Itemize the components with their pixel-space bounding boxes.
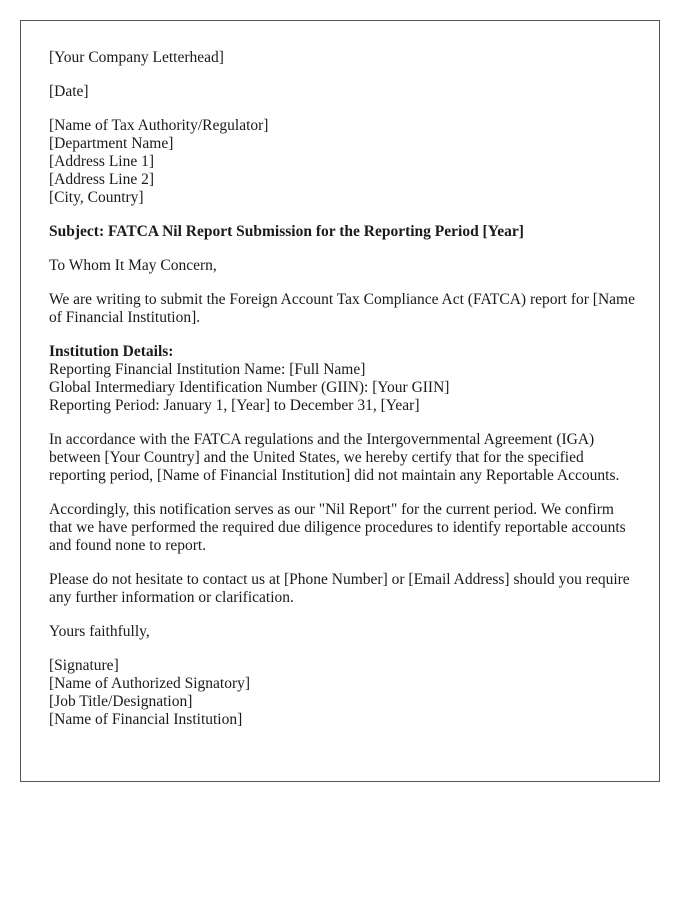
recipient-city-country: [City, Country]: [49, 189, 144, 206]
institution-name-line: Reporting Financial Institution Name: [Full Name]: [49, 361, 366, 378]
signatory-institution: [Name of Financial Institution]: [49, 711, 243, 728]
intro-paragraph: We are writing to submit the Foreign Account Tax Compliance Act (FATCA) report for [Name of Financial Institution].: [49, 291, 635, 326]
recipient-authority: [Name of Tax Authority/Regulator]: [49, 117, 269, 134]
letter-body: [49, 49, 639, 745]
recipient-address-line-1: [Address Line 1]: [49, 153, 155, 170]
signature-placeholder: [Signature]: [49, 657, 119, 674]
institution-details-heading: Institution Details:: [49, 343, 174, 360]
recipient-address: [49, 117, 639, 207]
salutation: To Whom It May Concern,: [49, 257, 217, 274]
institution-giin-line: Global Intermediary Identification Number (GIIN): [Your GIIN]: [49, 379, 450, 396]
signatory-title: [Job Title/Designation]: [49, 693, 193, 710]
letter-date: [Date]: [49, 83, 89, 100]
institution-details: [49, 343, 639, 415]
institution-period-line: Reporting Period: January 1, [Year] to December 31, [Year]: [49, 397, 420, 414]
signatory-name: [Name of Authorized Signatory]: [49, 675, 251, 692]
signature-block: [49, 657, 639, 729]
letter-page: [20, 20, 660, 782]
letterhead: [Your Company Letterhead]: [49, 49, 224, 66]
closing: Yours faithfully,: [49, 623, 150, 640]
contact-paragraph: Please do not hesitate to contact us at [Phone Number] or [Email Address] should you require any further information or clarification.: [49, 571, 630, 606]
letter-subject: Subject: FATCA Nil Report Submission for the Reporting Period [Year]: [49, 223, 524, 240]
certification-paragraph: In accordance with the FATCA regulations and the Intergovernmental Agreement (IGA) between [Your Country] and the United States, we hereby certify that for the specified reporting period, [Name of Financial Institution] did not maintain any Reportable Accounts.: [49, 431, 620, 484]
recipient-address-line-2: [Address Line 2]: [49, 171, 155, 188]
nil-report-paragraph: Accordingly, this notification serves as our "Nil Report" for the current period. We confirm that we have performed the required due diligence procedures to identify reportable accounts and found none to report.: [49, 501, 626, 554]
recipient-department: [Department Name]: [49, 135, 174, 152]
